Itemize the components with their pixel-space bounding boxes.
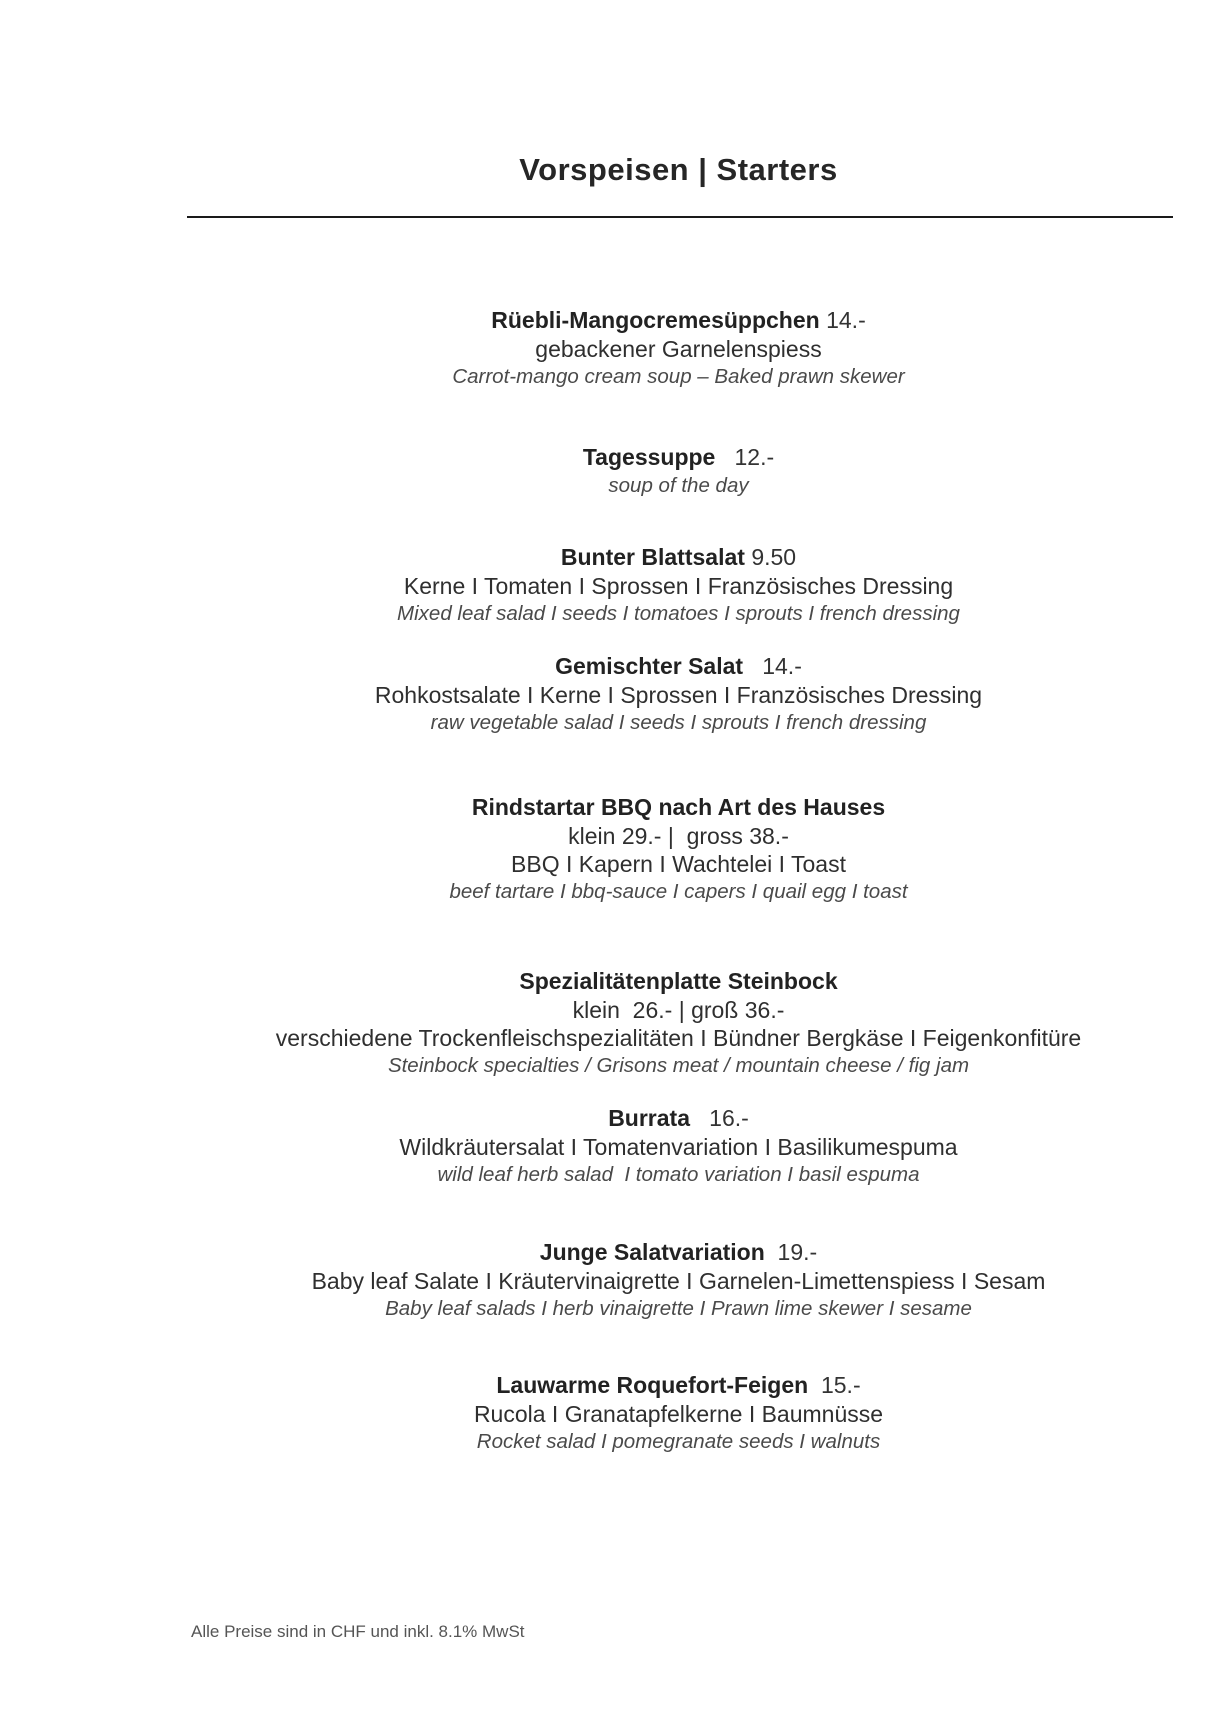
menu-item-name: Rindstartar BBQ nach Art des Hauses [471, 794, 886, 820]
menu-item-heading [0, 1237, 1222, 1267]
menu-item-heading [0, 305, 1222, 335]
menu-item-description-de: gebackener Garnelenspiess [535, 336, 822, 362]
menu-item-heading [0, 1370, 1222, 1400]
menu-item-heading [0, 651, 1222, 681]
menu-item-heading [0, 442, 1222, 472]
menu-item-price: 16.- [690, 1105, 749, 1131]
price-note: Alle Preise sind in CHF und inkl. 8.1% MwSt [191, 1622, 525, 1641]
menu-item-name: Bunter Blattsalat [560, 544, 745, 570]
menu-item [0, 1237, 1222, 1323]
menu-item-heading [0, 542, 1222, 572]
menu-item-price: 14.- [819, 307, 866, 333]
menu-item-description-en: soup of the day [608, 474, 749, 497]
menu-item-description-de: Rucola I Granatapfelkerne I Baumnüsse [473, 1401, 884, 1427]
menu-item-description-en: raw vegetable salad I seeds I sprouts I french dressing [430, 711, 927, 734]
menu-item [0, 1370, 1222, 1456]
menu-item-price: 15.- [808, 1372, 861, 1398]
menu-item [0, 966, 1222, 1080]
menu-item-heading [0, 966, 1222, 996]
menu-item-name: Tagessuppe [582, 444, 716, 470]
page-title: Vorspeisen | Starters [519, 152, 838, 187]
menu-item-price: 12.- [715, 444, 775, 470]
menu-item-description-en: wild leaf herb salad I tomato variation I basil espuma [437, 1163, 920, 1186]
menu-item-name: Gemischter Salat [555, 653, 744, 679]
menu-item [0, 792, 1222, 906]
menu-item-description-de: Baby leaf Salate I Kräutervinaigrette I Garnelen-Limettenspiess I Sesam [311, 1268, 1046, 1294]
menu-item-sizes: klein 29.- | gross 38.- [568, 823, 789, 849]
menu-item-description-de: Kerne I Tomaten I Sprossen I Französisches Dressing [403, 573, 954, 599]
menu-item-price: 19.- [764, 1239, 818, 1265]
menu-item-heading [0, 792, 1222, 822]
menu-item-price: 9.50 [744, 544, 797, 570]
menu-item [0, 651, 1222, 737]
menu-item-description-de: Wildkräutersalat I Tomatenvariation I Basilikumespuma [399, 1134, 958, 1160]
menu-item-name: Junge Salatvariation [539, 1239, 765, 1265]
menu-item-description-en: Steinbock specialties / Grisons meat / mountain cheese / fig jam [387, 1054, 970, 1077]
menu-item-name: Rüebli-Mangocremesüppchen [491, 307, 820, 333]
menu-item [0, 442, 1222, 500]
menu-item-description-en: Carrot-mango cream soup – Baked prawn skewer [452, 365, 905, 388]
menu-item-description-en: Mixed leaf salad I seeds I tomatoes I sprouts I french dressing [397, 602, 960, 625]
menu-item-description-de: Rohkostsalate I Kerne I Sprossen I Französisches Dressing [374, 682, 983, 708]
menu-item-description-de: BBQ I Kapern I Wachtelei I Toast [511, 851, 846, 877]
menu-item-name: Burrata [608, 1105, 690, 1131]
menu-item-price: 14.- [743, 653, 802, 679]
menu-item-name: Lauwarme Roquefort-Feigen [496, 1372, 809, 1398]
menu-item-description-en: Baby leaf salads I herb vinaigrette I Prawn lime skewer I sesame [385, 1297, 972, 1320]
menu-item [0, 1103, 1222, 1189]
menu-item-name: Spezialitätenplatte Steinbock [519, 968, 838, 994]
menu-item [0, 542, 1222, 628]
menu-item-description-en: beef tartare I bbq-sauce I capers I quail egg I toast [449, 880, 908, 903]
menu-item-heading [0, 1103, 1222, 1133]
menu-item [0, 305, 1222, 391]
menu-item-sizes: klein 26.- | groß 36.- [572, 997, 785, 1023]
title-divider [187, 216, 1173, 218]
menu-item-description-en: Rocket salad I pomegranate seeds I walnuts [476, 1430, 881, 1453]
menu-item-description-de: verschiedene Trockenfleischspezialitäten I Bündner Bergkäse I Feigenkonfitüre [275, 1025, 1082, 1051]
